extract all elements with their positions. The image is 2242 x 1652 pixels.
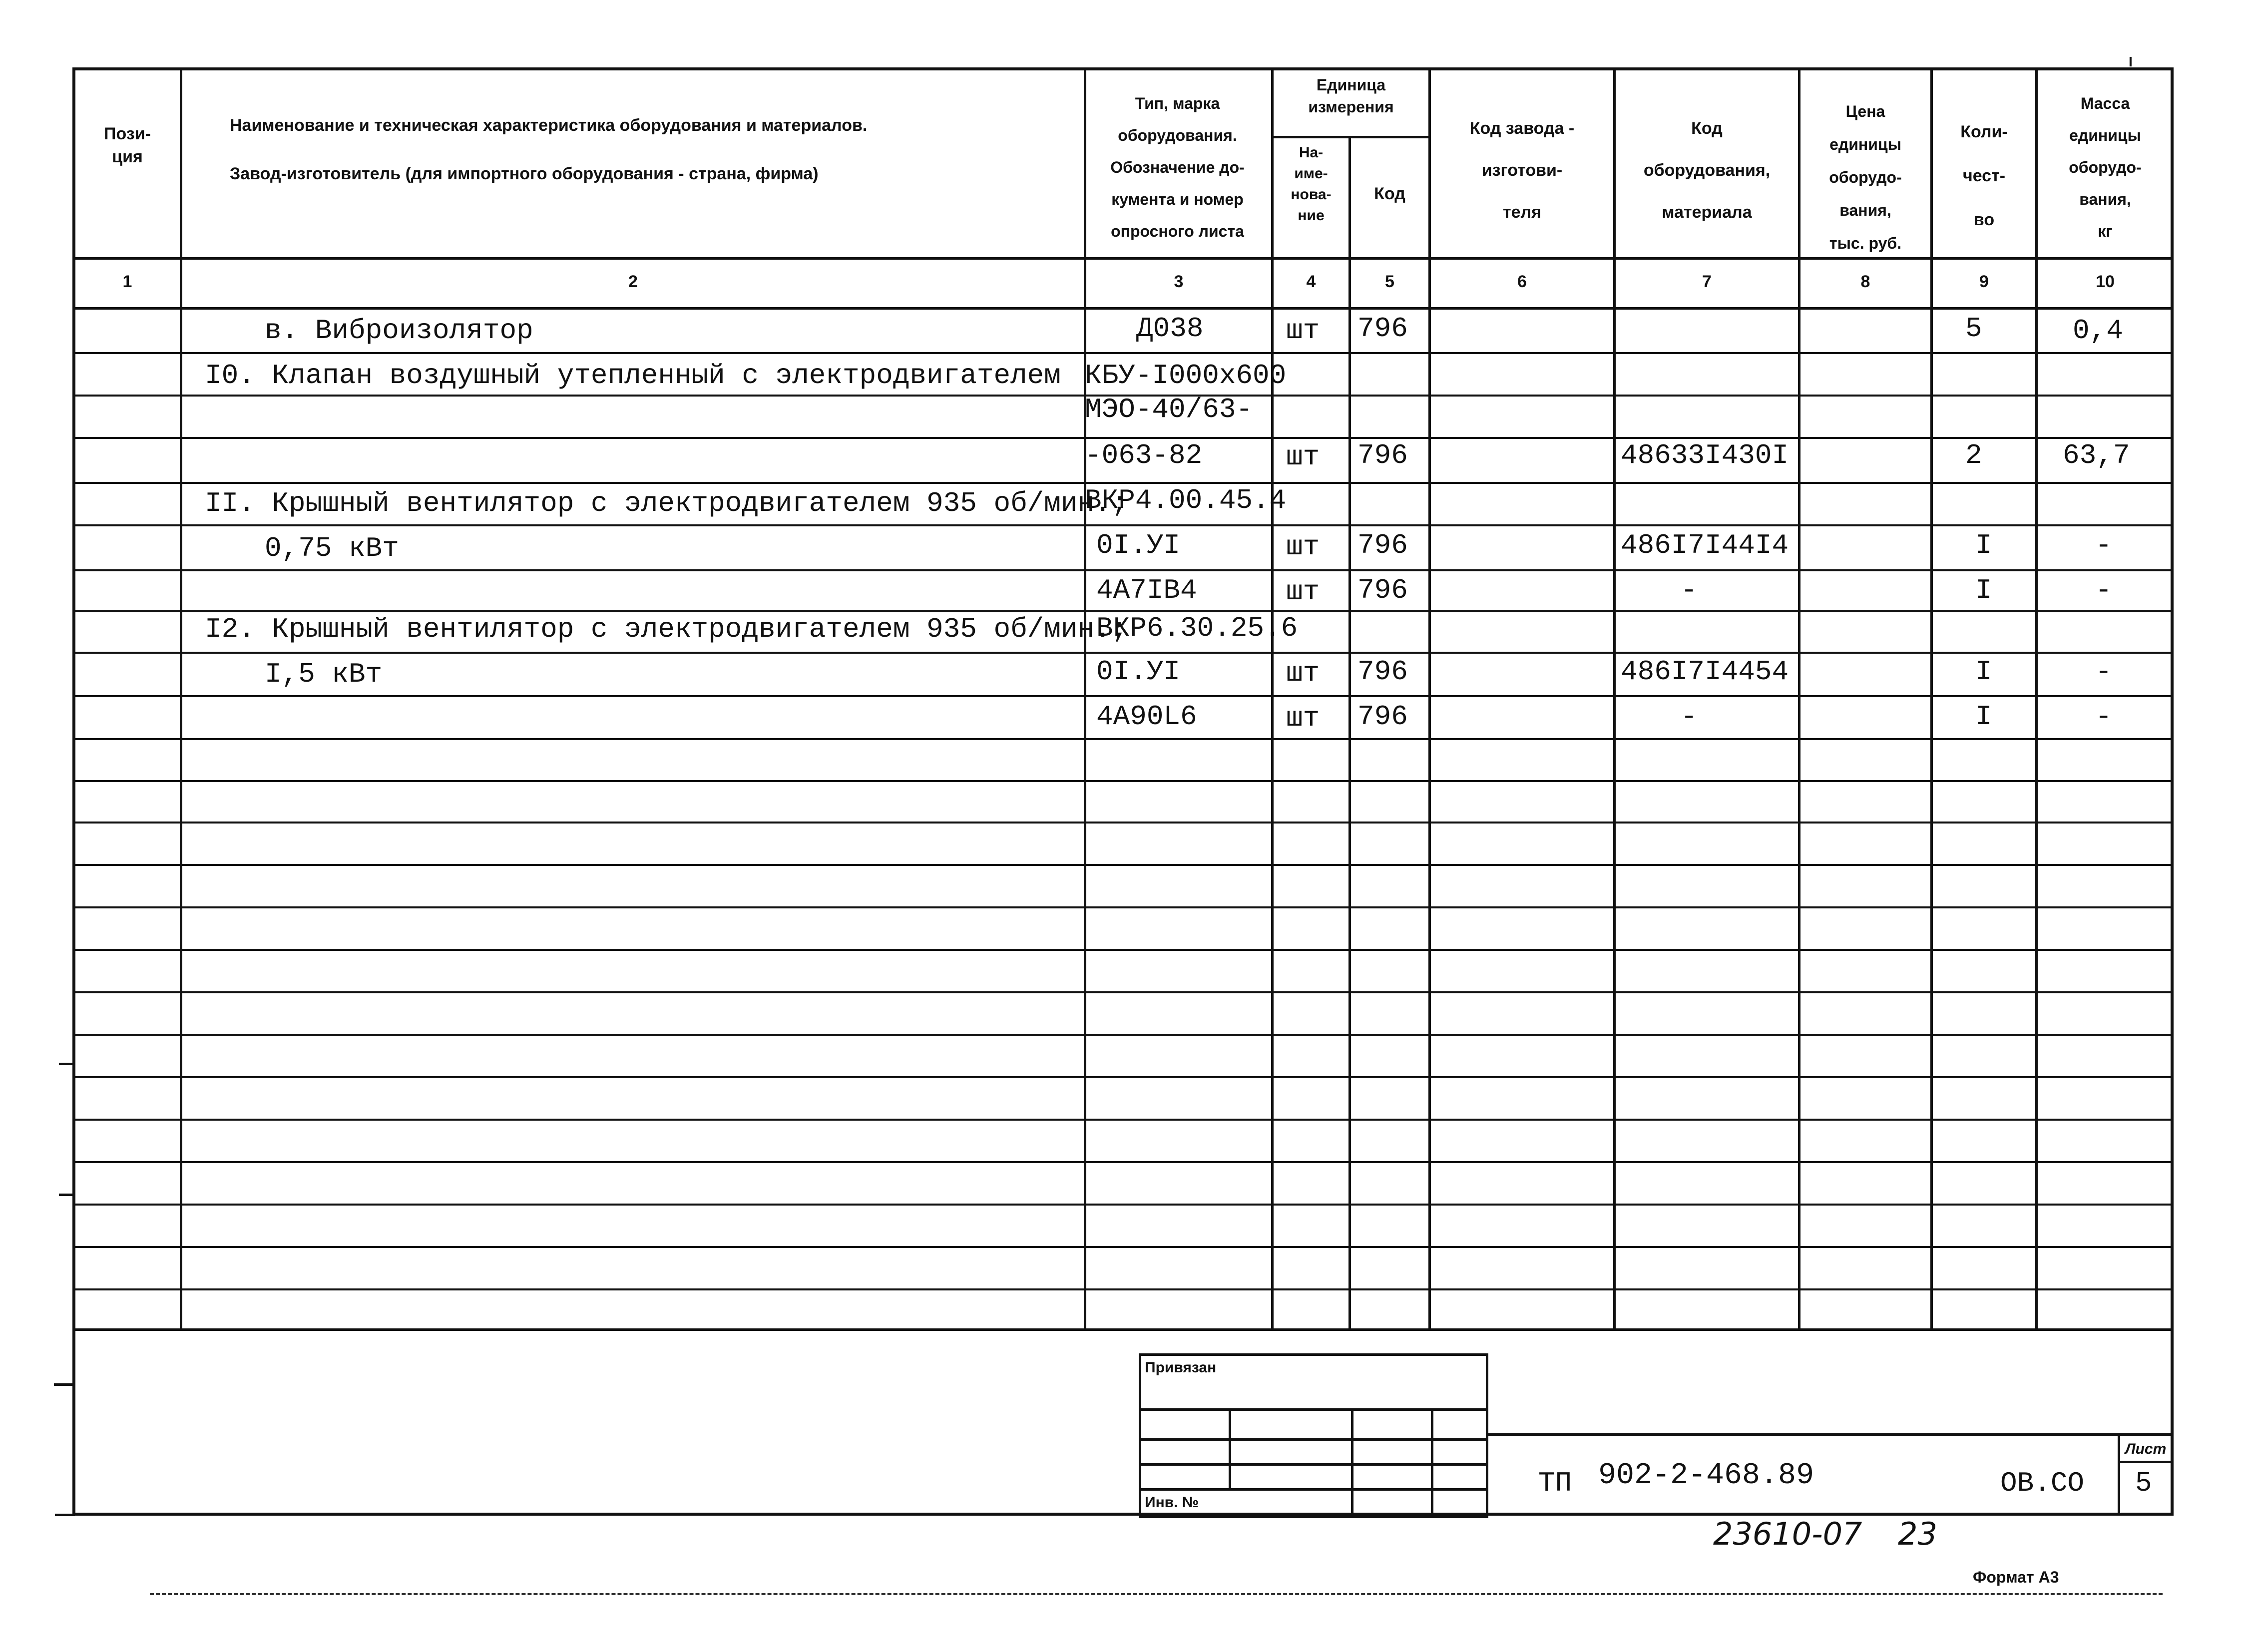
row-type: 0I.УI <box>1096 656 1181 688</box>
row-mass: - <box>2095 529 2112 561</box>
row-type: МЭО-40/63- <box>1085 394 1253 425</box>
row-unit: шт <box>1286 441 1320 473</box>
row-name: II. Крышный вентилятор с электродвигателем 935 об/мин.; <box>205 487 1128 519</box>
row-qty: I <box>1975 574 1992 606</box>
row-separator <box>72 652 2174 654</box>
row-name: I2. Крышный вентилятор с электродвигателем 935 об/мин.; <box>205 613 1128 645</box>
row-separator <box>72 437 2174 439</box>
stamp-privyazan-box <box>1139 1353 1488 1518</box>
col-number: 1 <box>122 272 132 291</box>
row-unit: шт <box>1286 531 1320 563</box>
row-name: I0. Клапан воздушный утепленный с электродвигателем <box>205 360 1061 392</box>
col-line <box>180 67 182 1331</box>
row-mass: - <box>2095 701 2112 733</box>
row-qty: 5 <box>1965 313 1982 345</box>
header-mass: Масса единицы оборудо- вания, кг <box>2069 94 2142 240</box>
row-qty: I <box>1975 656 1992 688</box>
row-eq: 48633I430I <box>1621 439 1789 471</box>
col-number: 5 <box>1385 272 1394 291</box>
row-separator <box>72 949 2174 951</box>
stamp-line <box>1351 1408 1353 1516</box>
row-separator <box>72 1161 2174 1163</box>
doc-block-top <box>1488 1433 2174 1436</box>
row-code: 796 <box>1357 529 1408 561</box>
header-mfr-code: Код завода - изготови- теля <box>1469 119 1575 222</box>
stamp-line <box>1139 1488 1488 1491</box>
margin-tick <box>59 1194 74 1196</box>
list-label: Лист <box>2125 1441 2167 1457</box>
header-name-line2: Завод-изготовитель (для импортного оборудования - страна, фирма) <box>230 164 819 183</box>
row-separator <box>72 738 2174 740</box>
trim-line <box>150 1593 2163 1595</box>
header-name-line1: Наименование и техническая характеристика оборудования и материалов. <box>230 116 868 135</box>
col-number: 6 <box>1517 272 1527 291</box>
row-unit: шт <box>1286 702 1320 734</box>
row-code: 796 <box>1357 439 1408 471</box>
row-eq: 486I7I4454 <box>1621 656 1789 688</box>
col-line <box>1271 67 1274 1331</box>
stamp-inv-label: Инв. № <box>1145 1494 1199 1511</box>
row-type: -063-82 <box>1085 439 1203 471</box>
table-bottom-line <box>72 1328 2174 1331</box>
margin-tick <box>54 1383 74 1386</box>
row-separator <box>72 1034 2174 1036</box>
row-separator <box>72 352 2174 354</box>
stamp-line <box>1139 1438 1488 1441</box>
list-box-left <box>2118 1433 2120 1516</box>
row-code: 796 <box>1357 574 1408 606</box>
row-separator <box>72 695 2174 697</box>
row-code: 796 <box>1357 313 1408 345</box>
header-position: Пози- ция <box>104 124 151 166</box>
row-mass: 0,4 <box>2073 315 2123 347</box>
row-mass: - <box>2095 656 2112 688</box>
row-eq: - <box>1681 574 1698 606</box>
row-type: 4А7IВ4 <box>1096 574 1197 606</box>
row-mass: 63,7 <box>2063 439 2130 471</box>
row-unit: шт <box>1286 576 1320 608</box>
col-line <box>1930 67 1933 1331</box>
header-unit-name: На- име- нова- ние <box>1291 144 1332 224</box>
row-unit: шт <box>1286 315 1320 347</box>
row-name: в. Виброизолятор <box>265 315 533 347</box>
row-type: Д038 <box>1136 313 1204 345</box>
row-type: КБУ-I000х600 <box>1085 360 1287 392</box>
row-separator <box>72 1204 2174 1206</box>
col-line <box>1428 67 1431 1331</box>
header-qty: Коли- чест- во <box>1960 122 2008 229</box>
header-price: Цена единицы оборудо- вания, тыс. руб. <box>1829 102 1902 252</box>
row-type: ВКР6.30.25.6 <box>1096 612 1298 644</box>
col-number: 8 <box>1860 272 1870 291</box>
col-line <box>1348 136 1351 1331</box>
row-eq: 486I7I44I4 <box>1621 529 1789 561</box>
col-number: 4 <box>1306 272 1316 291</box>
archive-number: 23610-07 <box>1713 1516 1862 1552</box>
row-name: I,5 кВт <box>265 658 383 690</box>
row-type: ВКР4.00.45.4 <box>1085 484 1287 516</box>
row-separator <box>72 991 2174 993</box>
header-eq-code: Код оборудования, материала <box>1643 119 1771 222</box>
row-mass: - <box>2095 574 2112 606</box>
row-separator <box>72 864 2174 866</box>
margin-tick <box>59 1063 74 1065</box>
numbers-row-line <box>72 307 2174 310</box>
header-unit-group: Единица измерения <box>1308 76 1394 116</box>
corner-mark: I <box>2129 54 2133 69</box>
row-separator <box>72 1076 2174 1078</box>
col-line <box>1613 67 1616 1331</box>
col-number: 7 <box>1702 272 1712 291</box>
format-label: Формат А3 <box>1973 1568 2059 1586</box>
row-separator <box>72 906 2174 908</box>
row-separator <box>72 1246 2174 1248</box>
row-separator <box>72 482 2174 484</box>
row-separator <box>72 569 2174 571</box>
row-code: 796 <box>1357 701 1408 733</box>
col-number: 2 <box>628 272 638 291</box>
margin-tick <box>55 1514 75 1516</box>
row-code: 796 <box>1357 656 1408 688</box>
row-separator <box>72 822 2174 824</box>
row-type: 4А90L6 <box>1096 701 1197 733</box>
row-separator <box>72 524 2174 526</box>
stamp-privyazan-label: Привязан <box>1145 1359 1217 1376</box>
row-qty: 2 <box>1965 439 1982 471</box>
row-separator <box>72 1288 2174 1290</box>
col-line <box>1084 67 1086 1331</box>
doc-tp: ТП <box>1538 1467 1572 1499</box>
archive-page: 23 <box>1898 1516 1937 1552</box>
col-line <box>2035 67 2038 1331</box>
doc-code: ОВ.СО <box>2000 1467 2085 1499</box>
row-separator <box>72 780 2174 782</box>
col-number: 9 <box>1979 272 1989 291</box>
row-qty: I <box>1975 701 1992 733</box>
row-separator <box>72 1119 2174 1121</box>
row-type: 0I.УI <box>1096 529 1181 561</box>
col-number: 3 <box>1174 272 1184 291</box>
stamp-line <box>1431 1408 1433 1516</box>
stamp-line <box>1229 1408 1231 1488</box>
col-number: 10 <box>2096 272 2115 291</box>
list-box-mid <box>2118 1461 2174 1463</box>
list-number: 5 <box>2135 1467 2152 1499</box>
row-unit: шт <box>1286 657 1320 689</box>
header-unit-code: Код <box>1374 184 1405 203</box>
row-qty: I <box>1975 529 1992 561</box>
row-eq: - <box>1681 701 1698 733</box>
header-type: Тип, марка оборудования. Обозначение до- кумента и номер опросного листа <box>1110 94 1245 240</box>
stamp-line <box>1139 1463 1488 1466</box>
stamp-line <box>1139 1408 1488 1411</box>
row-name: 0,75 кВт <box>265 532 399 564</box>
doc-number: 902-2-468.89 <box>1598 1459 1814 1493</box>
